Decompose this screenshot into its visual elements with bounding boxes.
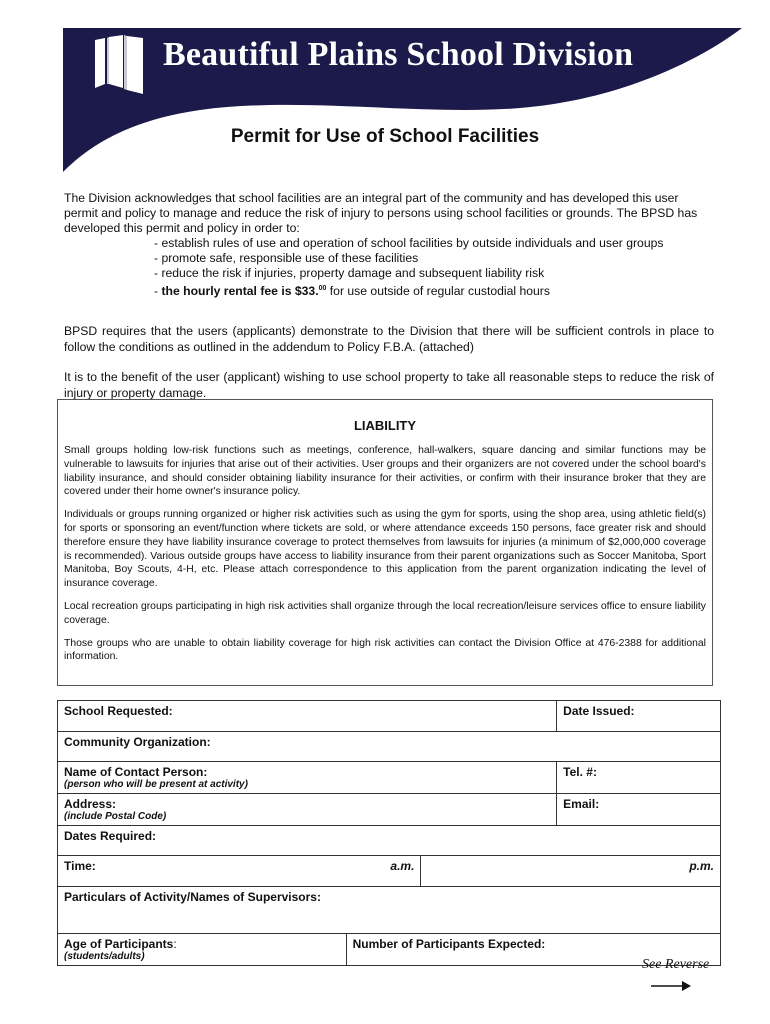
age-label: Age of Participants	[64, 937, 174, 951]
tel-field[interactable]	[557, 762, 721, 794]
intro-section	[64, 191, 714, 299]
page-title: Permit for Use of School Facilities	[230, 126, 540, 147]
time-am-field[interactable]	[58, 856, 421, 887]
contact-person-note: (person who will be present at activity)	[64, 779, 248, 790]
email-field[interactable]	[557, 794, 721, 826]
permit-form	[57, 700, 721, 966]
community-organization-field[interactable]	[58, 732, 721, 762]
pm-label: p.m.	[689, 859, 714, 873]
date-issued-label: Date Issued:	[563, 704, 635, 718]
address-field[interactable]	[58, 794, 557, 826]
participants-expected-label: Number of Participants Expected:	[352, 937, 546, 951]
contact-person-field[interactable]	[58, 762, 557, 794]
particulars-label: Particulars of Activity/Names of Supervisors:	[64, 890, 321, 904]
am-label: a.m.	[390, 859, 415, 873]
controls-paragraph	[64, 324, 714, 355]
tel-label: Tel. #:	[563, 765, 597, 779]
contact-person-label: Name of Contact Person:	[64, 765, 208, 779]
age-participants-field[interactable]	[58, 934, 347, 966]
email-label: Email:	[563, 797, 600, 811]
organization-name: Beautiful Plains School Division	[163, 36, 634, 73]
address-note: (include Postal Code)	[64, 811, 167, 822]
intro-text: The Division acknowledges that school facilities are an integral part of the community and has developed this user permit and policy to manage and reduce the risk of injury to persons using school facilities or grounds. The BPSD has developed this permit and policy in order to:	[64, 191, 698, 235]
controls-text: BPSD requires that the users (applicants) demonstrate to the Division that there will be sufficient controls in place to follow the conditions as outlined in the addendum to Policy F.B.A. (attached)	[64, 324, 714, 354]
school-requested-field[interactable]	[58, 701, 557, 732]
purpose-item: - establish rules of use and operation of school facilities by outside individuals and user groups	[154, 236, 664, 250]
fee-bold: the hourly rental fee is $33.	[161, 284, 319, 299]
purpose-item: - promote safe, responsible use of these facilities	[154, 251, 419, 265]
benefit-text: It is to the benefit of the user (applicant) wishing to use school property to take all reasonable steps to reduce the risk of injury or property damage.	[64, 370, 714, 400]
rental-fee-item	[154, 281, 714, 299]
date-issued-field[interactable]	[557, 701, 721, 732]
fee-prefix: -	[154, 284, 162, 299]
benefit-paragraph	[64, 370, 714, 401]
liability-heading: LIABILITY	[353, 418, 417, 433]
division-logo-icon	[93, 34, 145, 96]
liability-paragraph: Small groups holding low-risk functions such as meetings, conference, hall-walkers, square dancing and similar functions may be vulnerable to lawsuits for injuries that arise out of their activities. User groups and their organizers are not covered under the school board's liability insurance, and should consider obtaining liability insurance for their activities, or confirm with their insurance broker that they are covered under their home owner's insurance policy.	[64, 445, 706, 498]
liability-box	[57, 399, 713, 686]
arrow-right-icon	[650, 978, 692, 992]
fee-suffix: for use outside of regular custodial hours	[326, 284, 550, 299]
age-note: (students/adults)	[64, 951, 145, 962]
purpose-list	[154, 236, 714, 299]
liability-paragraph: Individuals or groups running organized or higher risk activities such as using the gym for sports, using the shop area, using athletic field(s) for sports or sponsoring an event/function where tickets are sold, or where attendance exceeds 150 persons, face greater risk and should therefore ensure they have liability insurance coverage to protect themselves from lawsuits for injuries (a minimum of $2,000,000 coverage is recommended). Various outside groups have access to liability insurance from their parent organizations such as Soccer Manitoba, Sport Manitoba, Boy Scouts, 4-H, etc. Please attach correspondence to this application from the parent organization indicating the level of insurance coverage.	[64, 509, 706, 590]
dates-required-field[interactable]	[58, 826, 721, 856]
time-label: Time:	[64, 859, 96, 873]
fee-cents: 00	[318, 285, 327, 292]
school-requested-label: School Requested:	[64, 704, 173, 718]
age-colon: :	[173, 937, 177, 951]
see-reverse-label: See Reverse	[642, 957, 710, 972]
dates-required-label: Dates Required:	[64, 829, 157, 843]
purpose-item: - reduce the risk if injuries, property damage and subsequent liability risk	[154, 266, 545, 280]
particulars-field[interactable]	[58, 887, 721, 934]
liability-paragraph: Local recreation groups participating in high risk activities shall organize through the local recreation/leisure services office to ensure liability coverage.	[64, 600, 706, 626]
liability-paragraph: Those groups who are unable to obtain liability coverage for high risk activities can contact the Division Office at 476-2388 for additional information.	[64, 637, 706, 663]
time-pm-field[interactable]	[421, 856, 721, 887]
address-label: Address:	[64, 797, 117, 811]
community-organization-label: Community Organization:	[64, 735, 211, 749]
